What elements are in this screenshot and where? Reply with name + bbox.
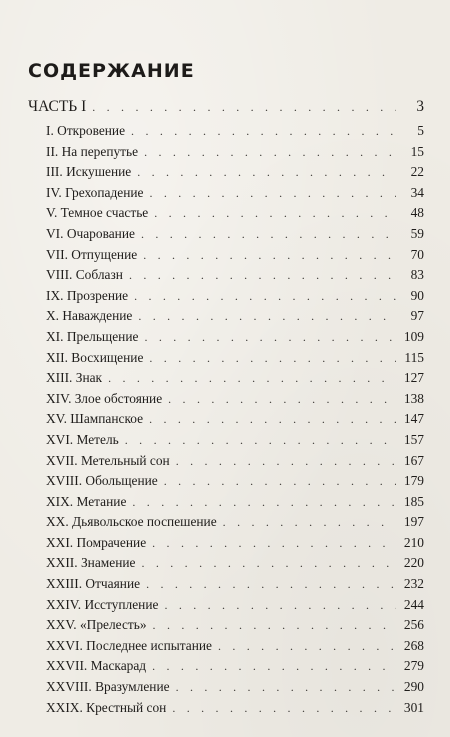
toc-chapter-entry xyxy=(28,555,424,576)
toc-chapter-entry xyxy=(28,700,424,721)
toc-chapter-entry xyxy=(28,473,424,494)
chapter-title: XIX. Метание xyxy=(46,493,127,509)
chapter-page-number: 138 xyxy=(403,390,424,406)
chapter-page-number: 290 xyxy=(403,679,424,695)
chapter-title: XX. Дьявольское поспешение xyxy=(46,514,217,530)
dot-leader xyxy=(129,269,396,281)
chapter-page-number: 179 xyxy=(403,473,424,489)
toc-chapter-entry xyxy=(28,350,424,371)
chapter-page-number: 167 xyxy=(403,452,424,468)
chapter-page-number: 301 xyxy=(403,699,424,715)
chapter-page-number: 210 xyxy=(403,534,424,550)
toc-chapter-entry xyxy=(28,679,424,700)
chapter-page-number: 59 xyxy=(410,225,424,241)
chapter-page-number: 83 xyxy=(410,267,424,283)
toc-chapter-entry xyxy=(28,288,424,309)
chapter-page-number: 185 xyxy=(403,493,424,509)
chapter-page-number: 109 xyxy=(403,328,424,344)
chapter-title: XI. Прельщение xyxy=(46,328,139,344)
chapter-page-number: 15 xyxy=(410,143,424,159)
toc-chapter-entry xyxy=(28,535,424,556)
chapter-page-number: 244 xyxy=(403,596,424,612)
toc-part-entry xyxy=(28,98,424,122)
chapter-title: XVII. Метельный сон xyxy=(46,452,170,468)
chapter-title: XXVII. Маскарад xyxy=(46,658,147,674)
dot-leader xyxy=(176,681,396,693)
chapter-title: XXI. Помрачение xyxy=(46,534,147,550)
dot-leader xyxy=(153,619,396,631)
table-of-contents xyxy=(28,98,424,720)
part-page-number: 3 xyxy=(416,98,424,115)
toc-chapter-entry xyxy=(28,453,424,474)
toc-chapter-entry xyxy=(28,144,424,165)
chapter-title: I. Откровение xyxy=(46,123,126,138)
chapter-page-number: 268 xyxy=(403,637,424,653)
toc-chapter-entry xyxy=(28,123,424,144)
toc-chapter-entry xyxy=(28,658,424,679)
chapter-page-number: 147 xyxy=(403,411,424,427)
chapter-title: XXVI. Последнее испытание xyxy=(46,637,212,653)
chapter-title: IX. Прозрение xyxy=(46,287,129,303)
chapter-page-number: 90 xyxy=(410,287,424,303)
chapter-title: IV. Грехопадение xyxy=(46,184,144,200)
chapter-page-number: 157 xyxy=(403,431,424,447)
chapter-title: XXVIII. Вразумление xyxy=(46,679,170,695)
chapter-title: II. На перепутье xyxy=(46,143,139,159)
dot-leader xyxy=(141,228,396,240)
chapter-title: XXIV. Исступление xyxy=(46,596,159,612)
chapter-title: V. Темное счастье xyxy=(46,205,149,221)
toc-chapter-entry xyxy=(28,411,424,432)
dot-leader xyxy=(152,660,396,672)
dot-leader xyxy=(108,372,396,384)
dot-leader xyxy=(143,249,396,261)
dot-leader xyxy=(138,310,396,322)
dot-leader xyxy=(149,352,396,364)
dot-leader xyxy=(172,702,396,714)
dot-leader xyxy=(176,455,396,467)
dot-leader xyxy=(132,496,396,508)
chapter-page-number: 97 xyxy=(410,308,424,324)
dot-leader xyxy=(152,537,396,549)
toc-chapter-entry xyxy=(28,638,424,659)
part-label: ЧАСТЬ I xyxy=(28,98,87,115)
chapter-title: XIV. Злое обстояние xyxy=(46,390,163,406)
dot-leader xyxy=(134,290,396,302)
chapter-title: XV. Шампанское xyxy=(46,411,144,427)
dot-leader xyxy=(125,434,396,446)
chapter-title: XVI. Метель xyxy=(46,431,119,447)
dot-leader xyxy=(218,640,396,652)
dot-leader xyxy=(144,331,396,343)
toc-chapter-entry xyxy=(28,617,424,638)
dot-leader xyxy=(137,166,396,178)
toc-chapter-entry xyxy=(28,267,424,288)
toc-chapter-entry xyxy=(28,329,424,350)
dot-leader xyxy=(144,146,396,158)
chapter-title: VII. Отпущение xyxy=(46,246,138,262)
dot-leader xyxy=(92,101,396,113)
chapter-title: XXIX. Крестный сон xyxy=(46,699,167,715)
chapter-page-number: 115 xyxy=(404,349,424,365)
chapter-title: XIII. Знак xyxy=(46,370,103,386)
toc-chapter-entry xyxy=(28,514,424,535)
chapter-title: VIII. Соблазн xyxy=(46,267,123,283)
dot-leader xyxy=(149,413,396,425)
chapter-page-number: 256 xyxy=(403,617,424,633)
chapter-title: VI. Очарование xyxy=(46,225,135,241)
toc-chapter-entry xyxy=(28,185,424,206)
chapter-page-number: 127 xyxy=(403,370,424,386)
chapter-title: III. Искушение xyxy=(46,164,132,180)
dot-leader xyxy=(154,207,396,219)
toc-chapter-entry xyxy=(28,597,424,618)
toc-chapter-entry xyxy=(28,494,424,515)
chapter-page-number: 22 xyxy=(410,164,424,180)
toc-chapter-entry xyxy=(28,576,424,597)
chapter-page-number: 70 xyxy=(410,246,424,262)
chapter-title: XXIII. Отчаяние xyxy=(46,576,141,592)
toc-chapter-entry xyxy=(28,432,424,453)
dot-leader xyxy=(149,187,396,199)
toc-chapter-entry xyxy=(28,226,424,247)
toc-chapter-entry xyxy=(28,164,424,185)
dot-leader xyxy=(164,475,396,487)
chapter-page-number: 232 xyxy=(403,576,424,592)
toc-chapter-entry xyxy=(28,308,424,329)
dot-leader xyxy=(168,393,396,405)
toc-chapter-entry xyxy=(28,205,424,226)
toc-chapter-entry xyxy=(28,370,424,391)
dot-leader xyxy=(223,516,396,528)
toc-chapter-entry xyxy=(28,247,424,268)
chapter-title: XXII. Знамение xyxy=(46,555,136,571)
chapter-page-number: 279 xyxy=(403,658,424,674)
dot-leader xyxy=(131,125,396,137)
chapter-title: X. Наваждение xyxy=(46,308,133,324)
chapter-title: XXV. «Прелесть» xyxy=(46,617,147,633)
chapter-title: XVIII. Обольщение xyxy=(46,473,158,489)
chapter-list xyxy=(28,123,424,720)
chapter-title: XII. Восхищение xyxy=(46,349,144,365)
chapter-page-number: 220 xyxy=(403,555,424,571)
toc-chapter-entry xyxy=(28,391,424,412)
chapter-page-number: 197 xyxy=(403,514,424,530)
dot-leader xyxy=(141,557,396,569)
chapter-page-number: 34 xyxy=(410,184,424,200)
dot-leader xyxy=(146,578,396,590)
page-title: СОДЕРЖАНИЕ xyxy=(28,60,195,82)
dot-leader xyxy=(164,599,396,611)
chapter-page-number: 48 xyxy=(410,205,424,221)
chapter-page-number: 5 xyxy=(417,123,424,138)
